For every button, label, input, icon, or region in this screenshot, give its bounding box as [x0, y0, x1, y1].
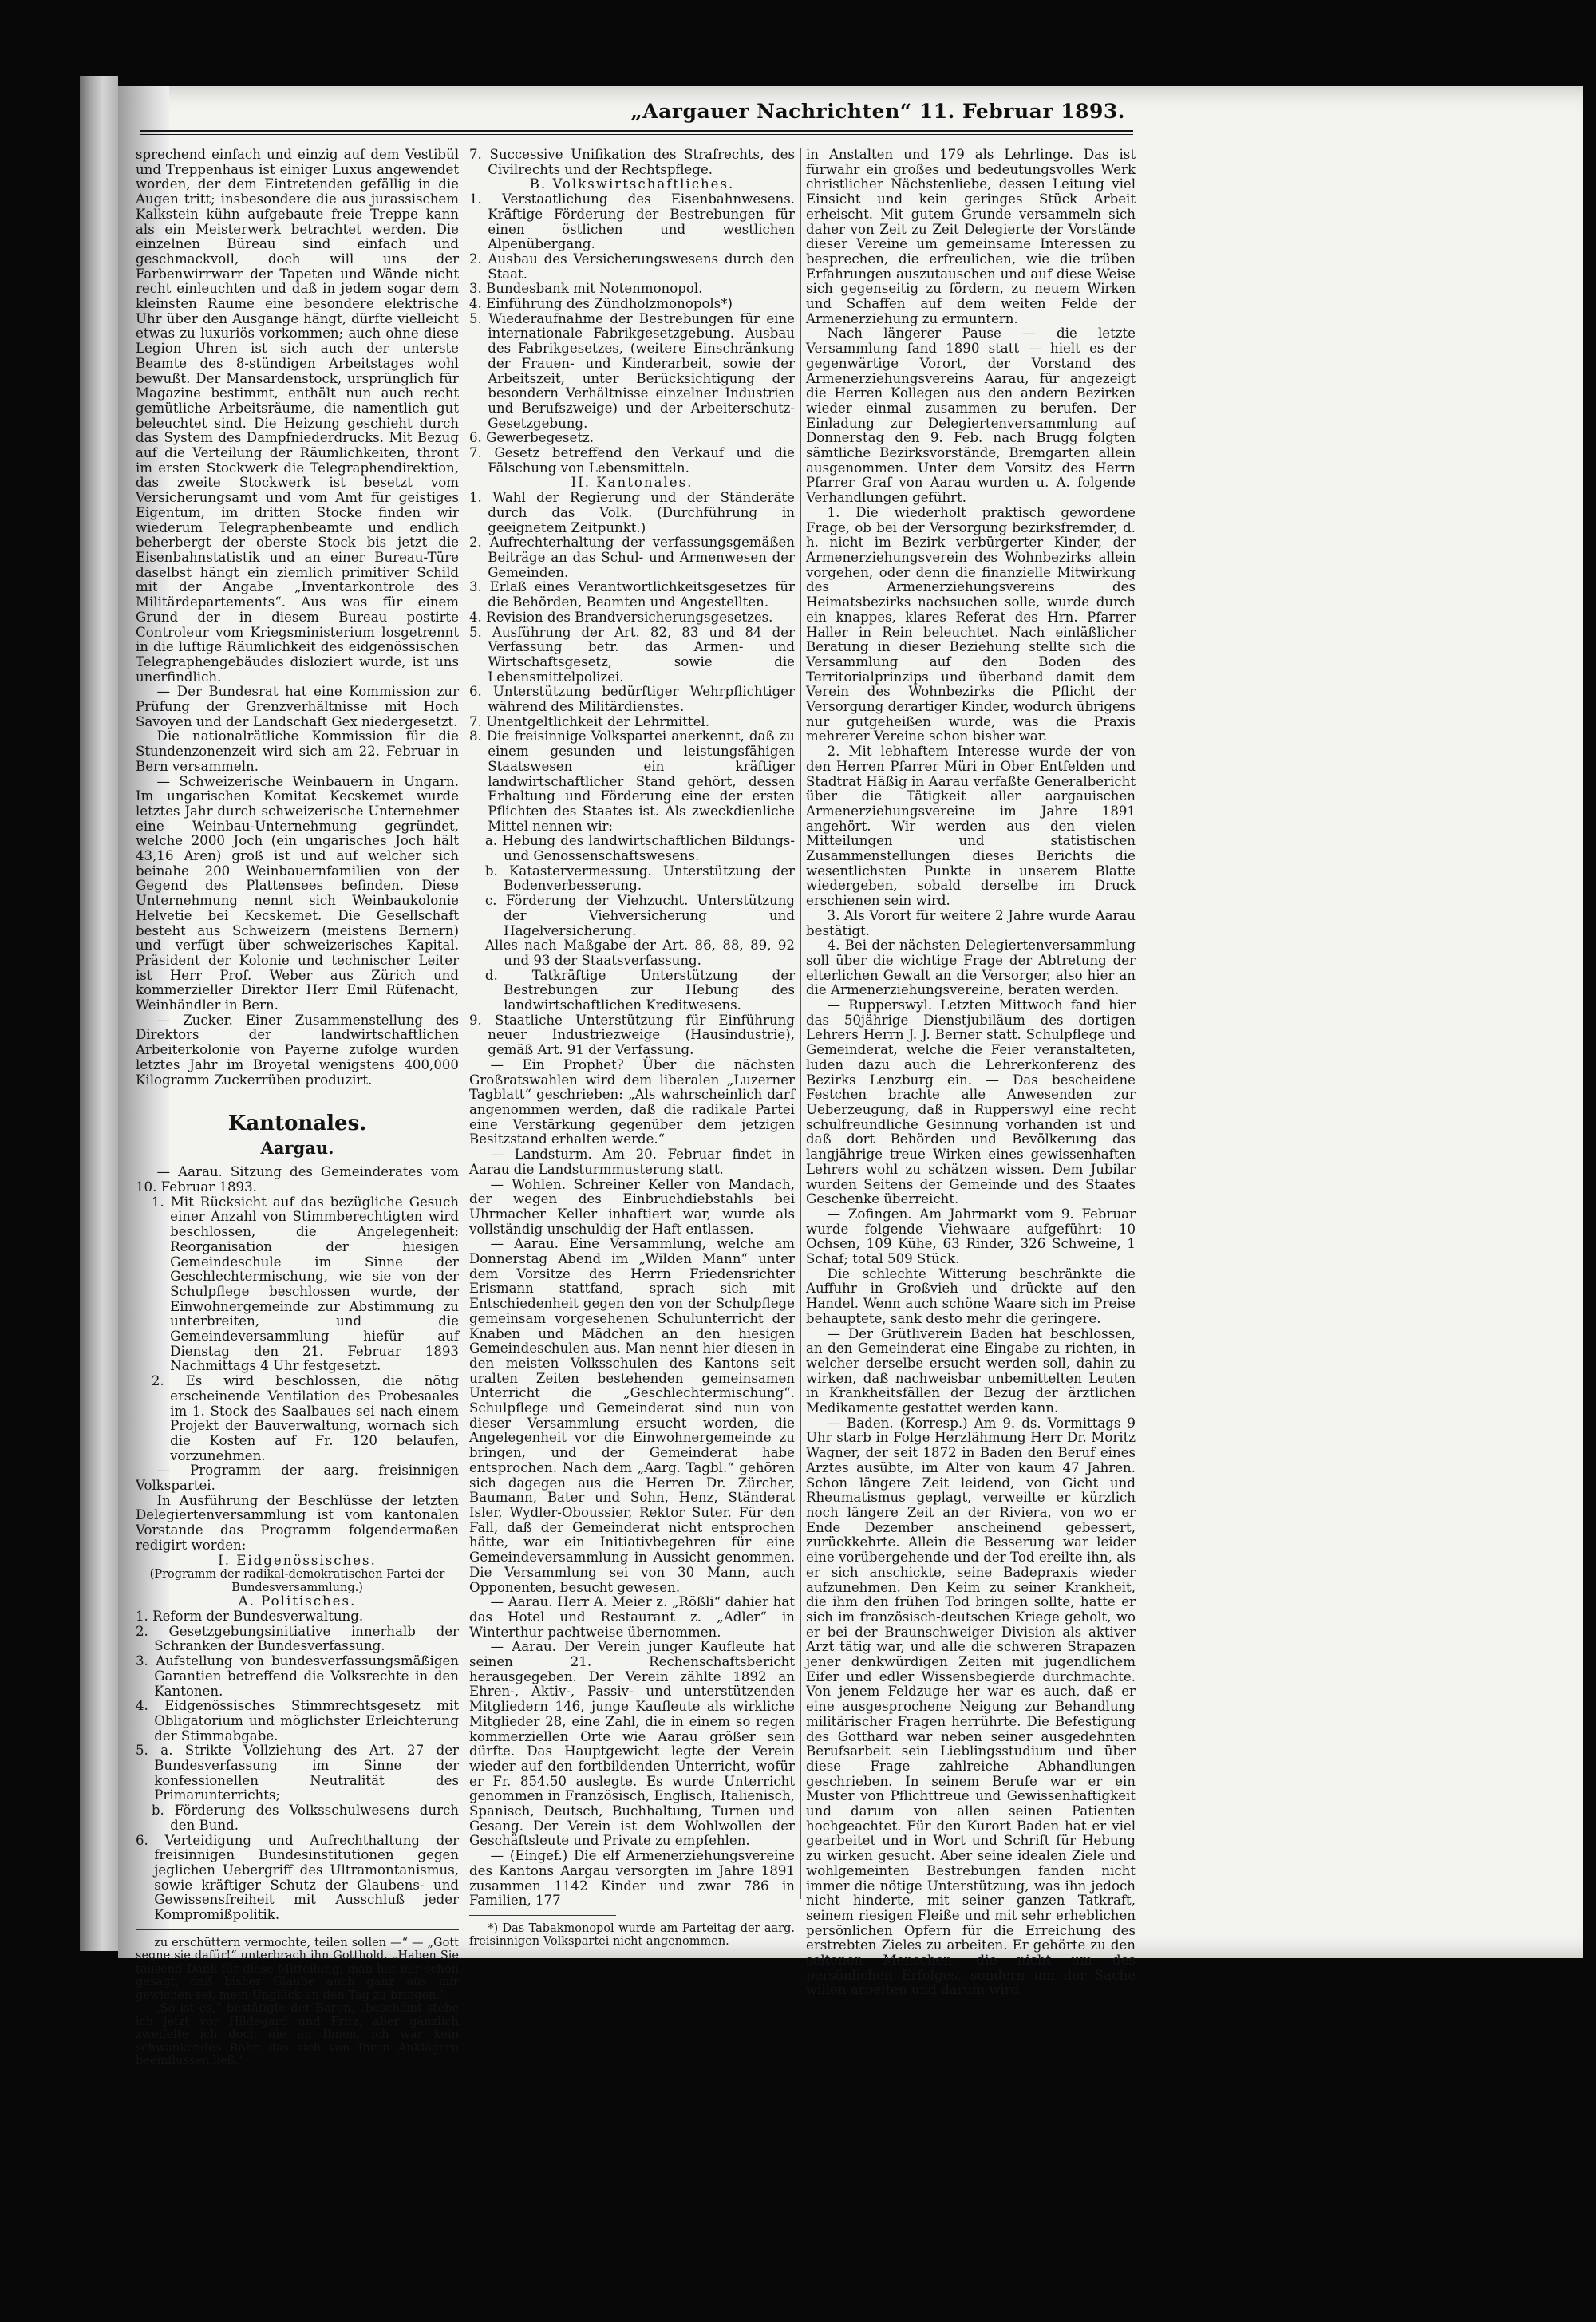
- article-paragraph: — Aarau. Sitzung des Gemeinderates vom 10. Februar 1893.: [136, 1164, 459, 1195]
- article-paragraph: — Baden. (Korresp.) Am 9. ds. Vormittags 9 Uhr starb in Folge Herzlähmung Herr Dr. Moritz Wagner, der seit 1872 in Baden den Beruf eines Arztes ausübte, im Alter von kaum 47 Jahren. Schon längere Zeit leidend, von Gicht und Rheumatismus geplagt, verweilte er kürzlich noch längere Zeit an der Riviera, von wo er Ende Dezember anscheinend gebessert, zurückkehrte. Allein die Besserung war leider eine vorübergehende und der Tod ereilte ihn, als er sich anschickte, seine Badepraxis wieder aufzunehmen. Den Keim zu seiner Krankheit, die ihm den frühen Tod bringen sollte, hatte er sich im französisch-deutschen Kriege geholt, wo er bei der Braunschweiger Division als aktiver Arzt tätig war, und alle die schweren Strapazen jener denkwürdigen Zeiten mit jugendlichem Eifer und edler Wissensbegierde durchmachte. Von jenem Feldzuge her war es auch, daß er eine ausgesprochene Neigung zur Behandlung militärischer Fragen herrührte. Die Befestigung des Gotthard war neben seiner ausgedehnten Berufsarbeit sein Lieblingsstudium und über diese Frage zahlreiche Abhandlungen geschrieben. In seinem Berufe war er ein Muster von Pflichttreue und Gewissenhaftigkeit und darum von allen seinen Patienten hochgeachtet. Für den Kurort Baden hat er viel gearbeitet und in Wort und Schrift für Hebung zu wirken gesucht. Aber seine idealen Ziele und wohlgemeinten Bestrebungen fanden nicht immer die nötige Unterstützung, was ihn jedoch nicht hinderte, mit seiner ganzen Tatkraft, seinem riesigen Fleiße und mit sehr erheblichen persönlichen Opfern für die Erreichung des erstrebten Zieles zu arbeiten. Er gehörte zu den seltenen Menschen, die nicht um des persönlichen Erfolges, sondern um der Sache willen arbeiten und darum wird: [806, 1415, 1136, 1998]
- list-item: 2. Ausbau des Versicherungswesens durch den Staat.: [469, 251, 795, 282]
- list-subitem: d. Tatkräftige Unterstützung der Bestrebungen zur Hebung des landwirtschaftlichen Kreditwesens.: [484, 967, 795, 1013]
- section-subheading: Aargau.: [260, 1138, 334, 1159]
- list-item: 9. Staatliche Unterstützung für Einführung neuer Industriezweige (Hausindustrie), gemäß Art. 91 der Verfassung.: [469, 1012, 795, 1058]
- article-paragraph: — Aarau. Eine Versammlung, welche am Donnerstag Abend im „Wilden Mann“ unter dem Vorsitze des Herrn Friedensrichter Erismann stattfand, sprach sich mit Entschiedenheit gegen den von der Schulpflege gemeinsam vorgesehenen Schulunterricht der Knaben und Mädchen an den hiesigen Gemeindeschulen aus. Man nennt hier diesen in den meisten Volksschulen des Kantons seit uralten Zeiten bestehenden gemeinsamen Unterricht die „Geschlechtermischung“. Schulpflege und Gemeinderat sind nun von dieser Versammlung ersucht worden, die Angelegenheit vor die Einwohnergemeinde zu bringen, und der Gemeinderat habe entsprochen. Nach dem „Aarg. Tagbl.“ gehören sich dagegen aus die Herren Dr. Zürcher, Baumann, Bater und Sohn, Henz, Ständerat Isler, Wydler-Oboussier, Rektor Suter. Für den Fall, daß der Gemeinderat nicht entsprochen hätte, war ein Initiativbegehren für eine Gemeindeversammlung in Aussicht genommen. Die Versammlung sei von 30 Mann, auch Opponenten, besucht gewesen.: [469, 1236, 795, 1595]
- article-paragraph: 3. Als Vorort für weitere 2 Jahre wurde Aarau bestätigt.: [806, 907, 1136, 938]
- article-paragraph: 2. Mit lebhaftem Interesse wurde der von den Herren Pfarrer Müri in Ober Entfelden und Stadtrat Häßig in Aarau verfaßte Generalbericht über die Tätigkeit aller aargauischen Armenerziehungsvereine im Jahre 1891 angehört. Wir werden aus den vielen Mitteilungen und statistischen Zusammenstellungen dieses Berichts die wesentlichsten Punkte in unserem Blatte wiedergeben, sobald derselbe im Druck erschienen sein wird.: [806, 744, 1136, 909]
- article-paragraph: Die schlechte Witterung beschränkte die Auffuhr in Großvieh und drückte auf den Handel. Wenn auch schöne Waare sich im Preise behauptete, sank desto mehr die geringere.: [806, 1266, 1136, 1326]
- program-subsection-title: B. Volkswirtschaftliches.: [529, 176, 735, 192]
- list-item: 5. Wiederaufnahme der Bestrebungen für eine internationale Fabrikgesetzgebung. Ausbau des Fabrikgesetzes, (weitere Einschränkung der Frauen- und Kinderarbeit, sowie der Arbeitszeit, unter Berücksichtigung der besondern Verhältnisse einzelner Industrien und Berufszweige) und der Arbeiterschutz-Gesetzgebung.: [469, 310, 795, 431]
- article-paragraph: — Rupperswyl. Letzten Mittwoch fand hier das 50jährige Dienstjubiläum des dortigen Lehrers Herrn J. J. Berner statt. Schulpflege und Gemeinderat, welche die Feier veranstalteten, luden dazu auch die Lehrerkonferenz des Bezirks Lenzburg ein. — Das bescheidene Festchen brachte alle Anwesenden zur Ueberzeugung, daß in Rupperswyl eine recht schulfreundliche Gesinnung vorhanden ist und daß dort Behörden und Bevölkerung das langjährige treue Wirken eines gewissenhaften Lehrers wohl zu schätzen wissen. Dem Jubilar wurden Seitens der Gemeinde und des Staates Geschenke überreicht.: [806, 997, 1136, 1207]
- footnote: *) Das Tabakmonopol wurde am Parteitag der aarg. freisinnigen Volkspartei nicht angenommen.: [469, 1921, 795, 1949]
- list-item: 8. Die freisinnige Volkspartei anerkennt, daß zu einem gesunden und leistungsfähigen Staatswesen ein kräftiger landwirtschaftlicher Stand gehört, dessen Erhaltung und Förderung eine der ersten Pflichten des Staates ist. Als zweckdienliche Mittel nennen wir:: [469, 729, 795, 834]
- list-item: 7. Unentgeltlichkeit der Lehrmittel.: [469, 713, 709, 729]
- article-paragraph: — Aarau. Herr A. Meier z. „Rößli“ dahier hat das Hotel und Restaurant z. „Adler“ in Winterthur pachtweise übernommen.: [469, 1594, 795, 1640]
- article-paragraph: in Anstalten und 179 als Lehrlinge. Das ist fürwahr ein großes und bedeutungsvolles Werk christlicher Nächstenliebe, dessen Leitung viel Einsicht und kein geringes Stück Arbeit erheischt. Mit gutem Grunde versammeln sich daher von Zeit zu Zeit Delegierte der Vorstände dieser Vereine um gemeinsame Interessen zu besprechen, die erfreulichen, wie die trüben Erfahrungen auszutauschen und auf diese Weise sich gegenseitig zu fördern, zu neuem Wirken und Schaffen auf dem weiten Felde der Armenerziehung zu ermuntern.: [806, 147, 1136, 326]
- list-item: 4. Revision des Brandversicherungsgesetzes.: [469, 609, 773, 625]
- list-item: 6. Verteidigung und Aufrechthaltung der freisinnigen Bundesinstitutionen gegen jeglichen Uebergriff des Ultramontanismus, sowie kräftiger Schutz der Glaubens- und Gewissensfreiheit mit Ausschluß jeder Kompromißpolitik.: [136, 1832, 459, 1923]
- feuilleton-paragraph: „So ist es,“ bestätigte der Baron, „beschämt stehe ich jetzt vor Hildegard und Fritz, aber gänzlich zweifelte ich doch nie an Ihnen, ich war kein schwankendes Rohr, das sich von Ihren Anklägern beeinflussen ließ.“: [136, 2002, 459, 2068]
- article-paragraph: — Der Grütliverein Baden hat beschlossen, an den Gemeinderat eine Eingabe zu richten, in welcher derselbe ersucht werden soll, dahin zu wirken, daß nachweisbar unbemittelten Leuten in Krankheitsfällen der Bezug der ärztlichen Medikamente gestattet werden kann.: [806, 1325, 1136, 1416]
- list-item: 7. Successive Unifikation des Strafrechts, des Civilrechts und der Rechtspflege.: [469, 147, 795, 177]
- column-divider: [800, 148, 801, 1899]
- column-right: [806, 147, 1136, 1998]
- list-item: 1. Verstaatlichung des Eisenbahnwesens. Kräftige Förderung der Bestrebungen für einen östlichen und westlichen Alpenübergang.: [469, 192, 795, 252]
- list-subitem: c. Förderung der Viehzucht. Unterstützung der Viehversicherung und Hagelversicherung.: [484, 893, 795, 938]
- list-item: 4. Einführung des Zündholzmonopols*): [469, 296, 733, 312]
- list-item: 1. Mit Rücksicht auf das bezügliche Gesuch einer Anzahl von Stimmberechtigten wird beschlossen, die Angelegenheit: Reorganisation der hiesigen Gemeindeschule im Sinne der Geschlechtermischung, wie sie von der Schulpflege beschlossen wurde, der Einwohnergemeinde zur Abstimmung zu unterbreiten, und die Gemeindeversammlung hiefür auf Dienstag den 21. Februar 1893 Nachmittags 4 Uhr festgesetzt.: [151, 1194, 459, 1374]
- column-left: [136, 147, 459, 2068]
- article-paragraph: — Zucker. Einer Zusammenstellung des Direktors der landwirtschaftlichen Arbeiterkolonie von Payerne zufolge wurden letztes Jahr im Broyetal wenigstens 400,000 Kilogramm Zuckerrüben produzirt.: [136, 1012, 459, 1088]
- program-section-note: (Programm der radikal-demokratischen Partei der Bundesversammlung.): [149, 1568, 445, 1594]
- article-paragraph: — (Eingef.) Die elf Armenerziehungsvereine des Kantons Aargau versorgten im Jahre 1891 zusammen 1142 Kinder und zwar 786 in Familien, 177: [469, 1848, 795, 1909]
- section-heading: Kantonales.: [227, 1112, 367, 1136]
- header-rule: [140, 130, 1133, 135]
- feuilleton-paragraph: zu erschüttern vermochte, teilen sollen —“ — „Gott segne sie dafür!“ unterbrach ihn Gotthold. „Haben Sie tausend Dank für diese Mitteilung; man hat mir schon gesagt, daß bisher Glaube auch ganz aus mir gewichen sei, mein Unglück an den Tag zu bringen.“: [136, 1936, 459, 2002]
- article-paragraph: In Ausführung der Beschlüsse der letzten Delegiertenversammlung ist vom kantonalen Vorstande das Programm folgendermaßen redigirt worden:: [136, 1492, 459, 1553]
- program-subsection-title: A. Politisches.: [238, 1593, 357, 1609]
- program-section-title: I. Eidgenössisches.: [218, 1552, 377, 1568]
- list-item: 7. Gesetz betreffend den Verkauf und die Fälschung von Lebensmitteln.: [469, 445, 795, 476]
- list-subitem: Alles nach Maßgabe der Art. 86, 88, 89, 92 und 93 der Staatsverfassung.: [484, 938, 795, 968]
- list-item: 3. Bundesbank mit Notenmonopol.: [469, 281, 703, 297]
- list-item: 5. Ausführung der Art. 82, 83 und 84 der Verfassung betr. das Armen- und Wirtschaftsgesetz, sowie die Lebensmittelpolizei.: [469, 624, 795, 685]
- list-subitem: b. Katastervermessung. Unterstützung der Bodenverbesserung.: [484, 863, 795, 894]
- column-middle: [469, 147, 795, 1949]
- page-header: „Aargauer Nachrichten“ 11. Februar 1893.: [630, 100, 1125, 123]
- list-item: 1. Reform der Bundesverwaltung.: [136, 1608, 364, 1624]
- article-paragraph: — Ein Prophet? Über die nächsten Großratswahlen wird dem liberalen „Luzerner Tagblatt“ geschrieben: „Als wahrscheinlich darf angenommen werden, daß die radikale Partei eine Verstärkung gegenüber dem jetzigen Besitzstand erhalten werde.“: [469, 1056, 795, 1147]
- program-section-title: II. Kantonales.: [571, 475, 693, 491]
- article-paragraph: — Wohlen. Schreiner Keller von Mandach, der wegen des Einbruchdiebstahls bei Uhrmacher Keller inhaftiert war, wurde als vollständig unschuldig der Haft entlassen.: [469, 1176, 795, 1237]
- article-paragraph: sprechend einfach und einzig auf dem Vestibül und Treppenhaus ist einiger Luxus angewendet worden, der dem Eintretenden gefällig in die Augen tritt; insbesondere die aus jurassischem Kalkstein kühn aufgebaute freie Treppe kann als ein Meisterwerk betrachtet werden. Die einzelnen Büreau sind einfach und geschmackvoll, doch will uns der Farbenwirrwarr der Tapeten und Wände nicht recht einleuchten und daß in jedem sogar dem kleinsten Raume eine besondere elektrische Uhr über den Ausgange hängt, dürfte vielleicht etwas zu luxuriös vorkommen; auch ohne diese Legion Uhren ist sich auch der unterste Beamte des 8-stündigen Arbeitstages wohl bewußt. Der Mansardenstock, ursprünglich für Magazine bestimmt, enthält nun auch recht gemütliche Arbeitsräume, die namentlich gut beleuchtet sind. Die Heizung geschieht durch das System des Dampfniederdrucks. Mit Bezug auf die Verteilung der Räumlichkeiten, thront im ersten Stockwerk die Telegraphendirektion, das zweite Stockwerk ist besetzt vom Versicherungsamt und vom Amt für geistiges Eigentum, im dritten Stocke finden wir wiederum Telegraphenbeamte und endlich beherbergt der oberste Stock bis jetzt die Eisenbahnstatistik und an einer Bureau-Türe daselbst hängt ein ziemlich primitiver Schild mit der Angabe „Inventarkontrole des Militärdepartements“. Aus was für einem Grund der in diesem Bureau postirte Controleur vom Kriegsministerium losgetrennt in die luftige Räumlichkeit des eidgenössischen Telegraphengebäudes disloziert wurde, ist uns unerfindlich.: [136, 147, 459, 685]
- article-paragraph: Die nationalrätliche Kommission für die Stundenzonenzeit wird sich am 22. Februar in Bern versammeln.: [136, 729, 459, 774]
- list-item: 2. Aufrechterhaltung der verfassungsgemäßen Beiträge an das Schul- und Armenwesen der Gemeinden.: [469, 535, 795, 580]
- article-paragraph: 1. Die wiederholt praktisch gewordene Frage, ob bei der Versorgung bezirksfremder, d. h. nicht im Bezirk verbürgerter Kinder, der Armenerziehungsverein des Wohnbezirks allein vorgehen, oder denn die finanzielle Mitwirkung des Armenerziehungsvereins des Heimatsbezirks nachsuchen solle, wurde durch ein knappes, klares Referat des Hrn. Pfarrer Haller in Rein beleuchtet. Nach einläßlicher Beratung in dieser Beziehung stellte sich die Versammlung auf den Boden des Territorialprinzips und überband damit dem Verein des Wohnbezirks die Pflicht der Versorgung derartiger Kinder, wodurch übrigens nur gutgeheißen wurde, was die Praxis mehrerer Vereine schon bisher war.: [806, 504, 1136, 744]
- list-item: 3. Erlaß eines Verantwortlichkeitsgesetzes für die Behörden, Beamten und Angestellten.: [469, 579, 795, 610]
- list-item: 2. Gesetzgebungsinitiative innerhalb der Schranken der Bundesverfassung.: [136, 1623, 459, 1654]
- list-subitem: a. Hebung des landwirtschaftlichen Bildungs- und Genossenschaftswesens.: [484, 833, 795, 864]
- article-paragraph: — Der Bundesrat hat eine Kommission zur Prüfung der Grenzverhältnisse mit Hoch Savoyen und der Landschaft Gex niedergesetzt.: [136, 684, 459, 729]
- list-item: 1. Wahl der Regierung und der Ständeräte durch das Volk. (Durchführung in geeignetem Zeitpunkt.): [469, 490, 795, 535]
- list-item: 6. Gewerbegesetz.: [469, 430, 595, 446]
- list-item: 5. a. Strikte Vollziehung des Art. 27 der Bundesverfassung im Sinne der konfessionellen Neutralität des Primarunterrichts;: [136, 1743, 459, 1803]
- article-paragraph: Nach längerer Pause — die letzte Versammlung fand 1890 statt — hielt es der gegenwärtige Vorort, der Vorstand des Armenerziehungsvereins Aarau, für angezeigt die Herren Kollegen aus den andern Bezirken wieder einmal zusammen zu berufen. Der Einladung zur Delegiertenversammlung auf Donnerstag den 9. Feb. nach Brugg folgten sämtliche Bezirksvorstände, Bremgarten allein ausgenommen. Unter dem Vorsitz des Herrn Pfarrer Graf von Aarau wurden u. A. folgende Verhandlungen geführt.: [806, 326, 1136, 506]
- footnote-rule: [469, 1915, 616, 1916]
- article-paragraph: — Aarau. Der Verein junger Kaufleute hat seinen 21. Rechenschaftsbericht herausgegeben. Der Verein zählte 1892 an Ehren-, Aktiv-, Passiv- und unterstützenden Mitgliedern 146, junge Kaufleute als wirkliche Mitglieder 28, eine Zahl, die in einem so regen kommerziellen Orte wie Aarau größer sein dürfte. Das Hauptgewicht legte der Verein wieder auf den fortbildenden Unterricht, wofür er Fr. 854.50 auslegte. Es wurde Unterricht genommen in Französisch, Englisch, Italienisch, Spanisch, Deutsch, Buchhaltung, Turnen und Gesang. Der Verein ist dem Wohlwollen der Geschäftsleute und Private zu empfehlen.: [469, 1639, 795, 1849]
- scan-edge: [80, 76, 118, 1951]
- list-item: 4. Eidgenössisches Stimmrechtsgesetz mit Obligatorium und möglichster Erleichterung der Stimmabgabe.: [136, 1698, 459, 1743]
- article-paragraph: — Programm der aarg. freisinnigen Volkspartei.: [136, 1463, 459, 1494]
- article-paragraph: — Schweizerische Weinbauern in Ungarn. Im ungarischen Komitat Kecskemet wurde letztes Jahr durch schweizerische Unternehmer eine Weinbau-Unternehmung gegründet, welche 2000 Joch (ein ungarisches Joch hält 43,16 Aren) groß ist und auf welcher sich beinahe 200 Weinbauernfamilien von der Gegend des Plattensees befinden. Diese Unternehmung nennt sich Weinbaukolonie Helvetie bei Kecskemet. Die Gesellschaft besteht aus Schweizern (meistens Bernern) und verfügt über schweizerisches Kapital. Präsident der Kolonie und technischer Leiter ist Herr Prof. Weber aus Zürich und kommerzieller Direktor Herr Emil Rüfenacht, Weinhändler in Bern.: [136, 773, 459, 1013]
- list-item: 6. Unterstützung bedürftiger Wehrpflichtiger während des Militärdienstes.: [469, 684, 795, 715]
- article-paragraph: — Zofingen. Am Jahrmarkt vom 9. Februar wurde folgende Viehwaare aufgeführt: 10 Ochsen, 109 Kühe, 63 Rinder, 326 Schweine, 1 Schaf; total 509 Stück.: [806, 1206, 1136, 1267]
- article-paragraph: — Landsturm. Am 20. Februar findet in Aarau die Landsturmmusterung statt.: [469, 1147, 795, 1177]
- list-item: 3. Aufstellung von bundesverfassungsmäßigen Garantien betreffend die Volksrechte in den Kantonen.: [136, 1653, 459, 1699]
- article-paragraph: 4. Bei der nächsten Delegiertenversammlung soll über die wichtige Frage der Abtretung der elterlichen Gewalt an die Versorger, also hier an die Armenerziehungsvereine, beraten werden.: [806, 938, 1136, 998]
- feuilleton-rule: [136, 1929, 459, 1930]
- list-item: 2. Es wird beschlossen, die nötig erscheinende Ventilation des Probesaales im 1. Stock des Saalbaues sei nach einem Projekt der Bauverwaltung, wornach sich die Kosten auf Fr. 120 belaufen, vorzunehmen.: [151, 1373, 459, 1463]
- list-item: b. Förderung des Volksschulwesens durch den Bund.: [151, 1803, 459, 1833]
